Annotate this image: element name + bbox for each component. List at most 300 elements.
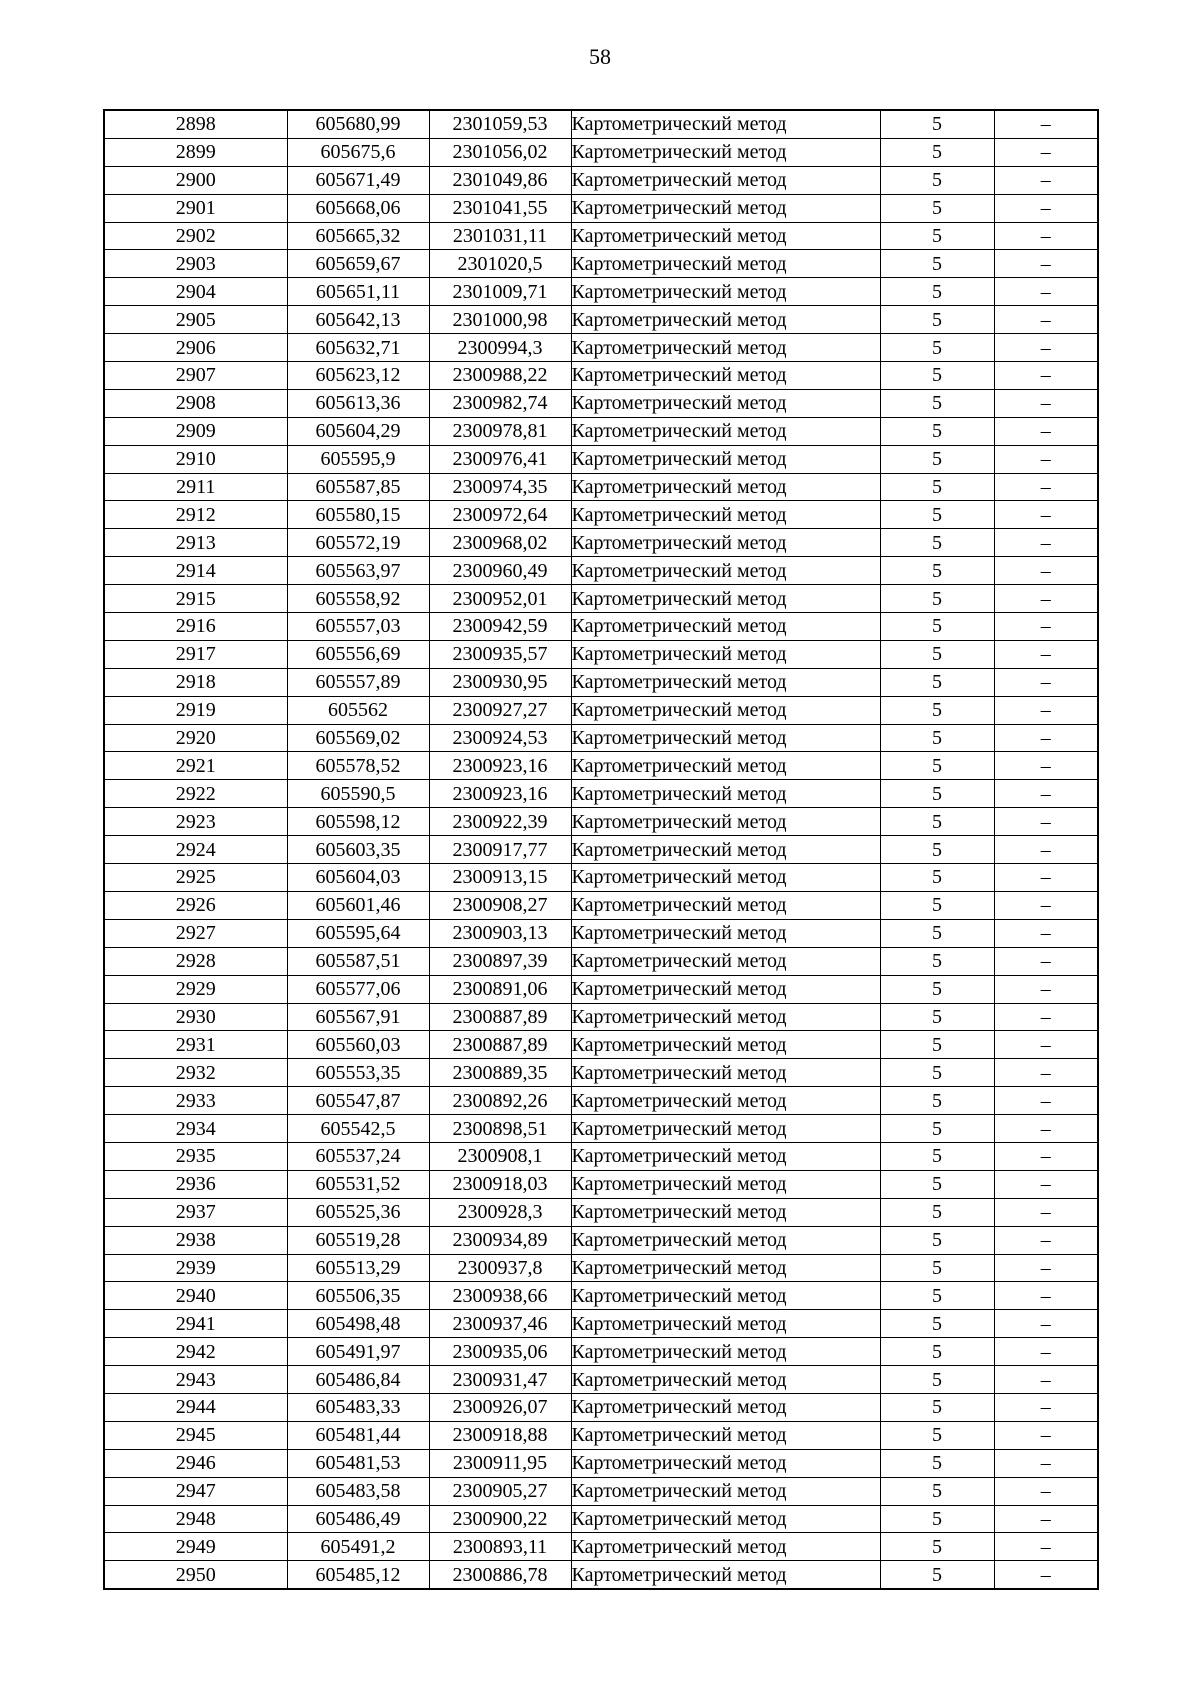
y-coordinate-cell: 2300942,59 [429,613,571,641]
precision-cell: 5 [880,1087,994,1115]
method-cell: Картометрический метод [571,1115,880,1143]
table-row [104,1087,1098,1115]
precision-cell: 5 [880,1310,994,1338]
note-cell: – [994,250,1098,278]
note-cell: – [994,278,1098,306]
method-cell: Картометрический метод [571,1142,880,1170]
point-number-cell: 2937 [104,1198,287,1226]
x-coordinate-cell: 605680,99 [287,110,429,138]
note-cell: – [994,501,1098,529]
note-cell: – [994,306,1098,334]
y-coordinate-cell: 2300934,89 [429,1226,571,1254]
point-number-cell: 2899 [104,138,287,166]
y-coordinate-cell: 2300918,88 [429,1421,571,1449]
table-row [104,529,1098,557]
table-row [104,1170,1098,1198]
precision-cell: 5 [880,640,994,668]
method-cell: Картометрический метод [571,222,880,250]
method-cell: Картометрический метод [571,1031,880,1059]
x-coordinate-cell: 605531,52 [287,1170,429,1198]
y-coordinate-cell: 2300887,89 [429,1031,571,1059]
y-coordinate-cell: 2300923,16 [429,752,571,780]
method-cell: Картометрический метод [571,808,880,836]
precision-cell: 5 [880,613,994,641]
table-row [104,278,1098,306]
note-cell: – [994,138,1098,166]
y-coordinate-cell: 2300913,15 [429,864,571,892]
method-cell: Картометрический метод [571,836,880,864]
precision-cell: 5 [880,278,994,306]
point-number-cell: 2907 [104,362,287,390]
method-cell: Картометрический метод [571,1310,880,1338]
point-number-cell: 2923 [104,808,287,836]
table-row [104,613,1098,641]
precision-cell: 5 [880,1366,994,1394]
point-number-cell: 2930 [104,1003,287,1031]
note-cell: – [994,362,1098,390]
x-coordinate-cell: 605525,36 [287,1198,429,1226]
point-number-cell: 2928 [104,947,287,975]
table-row [104,166,1098,194]
point-number-cell: 2925 [104,864,287,892]
table-row [104,947,1098,975]
precision-cell: 5 [880,1393,994,1421]
point-number-cell: 2922 [104,780,287,808]
method-cell: Картометрический метод [571,752,880,780]
x-coordinate-cell: 605567,91 [287,1003,429,1031]
y-coordinate-cell: 2300960,49 [429,557,571,585]
x-coordinate-cell: 605485,12 [287,1561,429,1589]
y-coordinate-cell: 2300887,89 [429,1003,571,1031]
method-cell: Картометрический метод [571,194,880,222]
x-coordinate-cell: 605486,84 [287,1366,429,1394]
precision-cell: 5 [880,919,994,947]
note-cell: – [994,473,1098,501]
precision-cell: 5 [880,1421,994,1449]
note-cell: – [994,557,1098,585]
x-coordinate-cell: 605595,64 [287,919,429,947]
table-row [104,1282,1098,1310]
precision-cell: 5 [880,529,994,557]
y-coordinate-cell: 2300994,3 [429,334,571,362]
point-number-cell: 2931 [104,1031,287,1059]
y-coordinate-cell: 2300982,74 [429,389,571,417]
y-coordinate-cell: 2300938,66 [429,1282,571,1310]
note-cell: – [994,1338,1098,1366]
precision-cell: 5 [880,585,994,613]
table-row [104,138,1098,166]
x-coordinate-cell: 605578,52 [287,752,429,780]
note-cell: – [994,752,1098,780]
y-coordinate-cell: 2300889,35 [429,1059,571,1087]
note-cell: – [994,808,1098,836]
table-row [104,194,1098,222]
point-number-cell: 2914 [104,557,287,585]
table-row [104,250,1098,278]
table-row [104,1226,1098,1254]
point-number-cell: 2916 [104,613,287,641]
method-cell: Картометрический метод [571,529,880,557]
table-row [104,975,1098,1003]
precision-cell: 5 [880,501,994,529]
method-cell: Картометрический метод [571,417,880,445]
x-coordinate-cell: 605537,24 [287,1142,429,1170]
note-cell: – [994,1533,1098,1561]
point-number-cell: 2929 [104,975,287,1003]
precision-cell: 5 [880,1533,994,1561]
x-coordinate-cell: 605598,12 [287,808,429,836]
precision-cell: 5 [880,1338,994,1366]
precision-cell: 5 [880,891,994,919]
note-cell: – [994,529,1098,557]
x-coordinate-cell: 605665,32 [287,222,429,250]
y-coordinate-cell: 2300937,8 [429,1254,571,1282]
table-row [104,1031,1098,1059]
note-cell: – [994,194,1098,222]
note-cell: – [994,1003,1098,1031]
note-cell: – [994,1561,1098,1589]
y-coordinate-cell: 2300891,06 [429,975,571,1003]
table-row [104,1003,1098,1031]
precision-cell: 5 [880,334,994,362]
precision-cell: 5 [880,194,994,222]
x-coordinate-cell: 605675,6 [287,138,429,166]
method-cell: Картометрический метод [571,557,880,585]
point-number-cell: 2944 [104,1393,287,1421]
y-coordinate-cell: 2300931,47 [429,1366,571,1394]
y-coordinate-cell: 2301031,11 [429,222,571,250]
note-cell: – [994,780,1098,808]
point-number-cell: 2949 [104,1533,287,1561]
y-coordinate-cell: 2300988,22 [429,362,571,390]
point-number-cell: 2918 [104,668,287,696]
y-coordinate-cell: 2300978,81 [429,417,571,445]
precision-cell: 5 [880,696,994,724]
note-cell: – [994,1115,1098,1143]
note-cell: – [994,1254,1098,1282]
method-cell: Картометрический метод [571,1393,880,1421]
x-coordinate-cell: 605604,29 [287,417,429,445]
table-row [104,1393,1098,1421]
table-row [104,640,1098,668]
x-coordinate-cell: 605587,51 [287,947,429,975]
table-row [104,919,1098,947]
point-number-cell: 2932 [104,1059,287,1087]
note-cell: – [994,334,1098,362]
table-row [104,585,1098,613]
x-coordinate-cell: 605483,33 [287,1393,429,1421]
y-coordinate-cell: 2301009,71 [429,278,571,306]
point-number-cell: 2947 [104,1477,287,1505]
point-number-cell: 2946 [104,1449,287,1477]
note-cell: – [994,640,1098,668]
table-row [104,808,1098,836]
table-row [104,1449,1098,1477]
note-cell: – [994,668,1098,696]
precision-cell: 5 [880,417,994,445]
method-cell: Картометрический метод [571,306,880,334]
point-number-cell: 2926 [104,891,287,919]
x-coordinate-cell: 605651,11 [287,278,429,306]
table-row [104,557,1098,585]
point-number-cell: 2933 [104,1087,287,1115]
y-coordinate-cell: 2300923,16 [429,780,571,808]
y-coordinate-cell: 2300898,51 [429,1115,571,1143]
point-number-cell: 2945 [104,1421,287,1449]
precision-cell: 5 [880,1226,994,1254]
y-coordinate-cell: 2300928,3 [429,1198,571,1226]
y-coordinate-cell: 2300897,39 [429,947,571,975]
x-coordinate-cell: 605577,06 [287,975,429,1003]
note-cell: – [994,1198,1098,1226]
precision-cell: 5 [880,389,994,417]
x-coordinate-cell: 605668,06 [287,194,429,222]
y-coordinate-cell: 2300927,27 [429,696,571,724]
x-coordinate-cell: 605671,49 [287,166,429,194]
x-coordinate-cell: 605491,97 [287,1338,429,1366]
table-row [104,334,1098,362]
table-row [104,389,1098,417]
y-coordinate-cell: 2300972,64 [429,501,571,529]
table-row [104,1561,1098,1589]
point-number-cell: 2909 [104,417,287,445]
precision-cell: 5 [880,222,994,250]
y-coordinate-cell: 2300917,77 [429,836,571,864]
point-number-cell: 2942 [104,1338,287,1366]
x-coordinate-cell: 605498,48 [287,1310,429,1338]
x-coordinate-cell: 605601,46 [287,891,429,919]
table-row [104,1477,1098,1505]
point-number-cell: 2903 [104,250,287,278]
y-coordinate-cell: 2300937,46 [429,1310,571,1338]
x-coordinate-cell: 605562 [287,696,429,724]
note-cell: – [994,1366,1098,1394]
method-cell: Картометрический метод [571,1533,880,1561]
precision-cell: 5 [880,1059,994,1087]
y-coordinate-cell: 2301000,98 [429,306,571,334]
point-number-cell: 2912 [104,501,287,529]
y-coordinate-cell: 2300900,22 [429,1505,571,1533]
x-coordinate-cell: 605595,9 [287,445,429,473]
method-cell: Картометрический метод [571,138,880,166]
x-coordinate-cell: 605483,58 [287,1477,429,1505]
y-coordinate-cell: 2300924,53 [429,724,571,752]
note-cell: – [994,864,1098,892]
y-coordinate-cell: 2301059,53 [429,110,571,138]
y-coordinate-cell: 2300886,78 [429,1561,571,1589]
method-cell: Картометрический метод [571,975,880,1003]
note-cell: – [994,1421,1098,1449]
point-number-cell: 2898 [104,110,287,138]
point-number-cell: 2920 [104,724,287,752]
method-cell: Картометрический метод [571,278,880,306]
method-cell: Картометрический метод [571,640,880,668]
table-row [104,1533,1098,1561]
y-coordinate-cell: 2300892,26 [429,1087,571,1115]
precision-cell: 5 [880,557,994,585]
method-cell: Картометрический метод [571,724,880,752]
precision-cell: 5 [880,1561,994,1589]
point-number-cell: 2934 [104,1115,287,1143]
x-coordinate-cell: 605513,29 [287,1254,429,1282]
method-cell: Картометрический метод [571,891,880,919]
precision-cell: 5 [880,1003,994,1031]
table-row [104,362,1098,390]
note-cell: – [994,1142,1098,1170]
x-coordinate-cell: 605557,03 [287,613,429,641]
x-coordinate-cell: 605569,02 [287,724,429,752]
y-coordinate-cell: 2300893,11 [429,1533,571,1561]
note-cell: – [994,445,1098,473]
precision-cell: 5 [880,864,994,892]
precision-cell: 5 [880,445,994,473]
x-coordinate-cell: 605486,49 [287,1505,429,1533]
precision-cell: 5 [880,752,994,780]
point-number-cell: 2905 [104,306,287,334]
y-coordinate-cell: 2301056,02 [429,138,571,166]
point-number-cell: 2950 [104,1561,287,1589]
table-row [104,1142,1098,1170]
precision-cell: 5 [880,808,994,836]
page-number: 58 [589,44,611,69]
precision-cell: 5 [880,473,994,501]
table-row [104,445,1098,473]
method-cell: Картометрический метод [571,501,880,529]
note-cell: – [994,696,1098,724]
y-coordinate-cell: 2300922,39 [429,808,571,836]
method-cell: Картометрический метод [571,445,880,473]
y-coordinate-cell: 2300903,13 [429,919,571,947]
note-cell: – [994,1087,1098,1115]
x-coordinate-cell: 605558,92 [287,585,429,613]
method-cell: Картометрический метод [571,1170,880,1198]
y-coordinate-cell: 2300905,27 [429,1477,571,1505]
table-row [104,891,1098,919]
note-cell: – [994,1059,1098,1087]
precision-cell: 5 [880,1282,994,1310]
table-row [104,864,1098,892]
method-cell: Картометрический метод [571,362,880,390]
table-row [104,1198,1098,1226]
note-cell: – [994,1449,1098,1477]
precision-cell: 5 [880,362,994,390]
method-cell: Картометрический метод [571,1477,880,1505]
precision-cell: 5 [880,1477,994,1505]
table-row [104,780,1098,808]
x-coordinate-cell: 605557,89 [287,668,429,696]
coordinates-table [103,109,1099,1590]
method-cell: Картометрический метод [571,1226,880,1254]
note-cell: – [994,947,1098,975]
note-cell: – [994,836,1098,864]
method-cell: Картометрический метод [571,1366,880,1394]
point-number-cell: 2906 [104,334,287,362]
method-cell: Картометрический метод [571,613,880,641]
y-coordinate-cell: 2300918,03 [429,1170,571,1198]
precision-cell: 5 [880,1254,994,1282]
note-cell: – [994,417,1098,445]
note-cell: – [994,975,1098,1003]
x-coordinate-cell: 605623,12 [287,362,429,390]
note-cell: – [994,1031,1098,1059]
method-cell: Картометрический метод [571,1505,880,1533]
note-cell: – [994,1310,1098,1338]
x-coordinate-cell: 605613,36 [287,389,429,417]
table-row [104,1115,1098,1143]
y-coordinate-cell: 2300974,35 [429,473,571,501]
method-cell: Картометрический метод [571,334,880,362]
method-cell: Картометрический метод [571,473,880,501]
table-row [104,222,1098,250]
precision-cell: 5 [880,250,994,278]
table-row [104,668,1098,696]
note-cell: – [994,1477,1098,1505]
precision-cell: 5 [880,306,994,334]
table-row [104,1254,1098,1282]
x-coordinate-cell: 605632,71 [287,334,429,362]
note-cell: – [994,1505,1098,1533]
precision-cell: 5 [880,166,994,194]
y-coordinate-cell: 2301020,5 [429,250,571,278]
x-coordinate-cell: 605553,35 [287,1059,429,1087]
note-cell: – [994,1393,1098,1421]
point-number-cell: 2919 [104,696,287,724]
point-number-cell: 2900 [104,166,287,194]
table-row [104,724,1098,752]
x-coordinate-cell: 605563,97 [287,557,429,585]
method-cell: Картометрический метод [571,780,880,808]
method-cell: Картометрический метод [571,166,880,194]
precision-cell: 5 [880,110,994,138]
x-coordinate-cell: 605556,69 [287,640,429,668]
point-number-cell: 2943 [104,1366,287,1394]
note-cell: – [994,585,1098,613]
point-number-cell: 2924 [104,836,287,864]
note-cell: – [994,1170,1098,1198]
x-coordinate-cell: 605603,35 [287,836,429,864]
point-number-cell: 2902 [104,222,287,250]
point-number-cell: 2915 [104,585,287,613]
precision-cell: 5 [880,1449,994,1477]
precision-cell: 5 [880,975,994,1003]
note-cell: – [994,1282,1098,1310]
method-cell: Картометрический метод [571,919,880,947]
y-coordinate-cell: 2300930,95 [429,668,571,696]
x-coordinate-cell: 605587,85 [287,473,429,501]
table-row [104,306,1098,334]
x-coordinate-cell: 605590,5 [287,780,429,808]
precision-cell: 5 [880,780,994,808]
x-coordinate-cell: 605572,19 [287,529,429,557]
method-cell: Картометрический метод [571,1561,880,1589]
method-cell: Картометрический метод [571,1421,880,1449]
table-row [104,417,1098,445]
point-number-cell: 2917 [104,640,287,668]
method-cell: Картометрический метод [571,585,880,613]
point-number-cell: 2938 [104,1226,287,1254]
y-coordinate-cell: 2300935,06 [429,1338,571,1366]
method-cell: Картометрический метод [571,389,880,417]
point-number-cell: 2927 [104,919,287,947]
precision-cell: 5 [880,1505,994,1533]
point-number-cell: 2935 [104,1142,287,1170]
x-coordinate-cell: 605491,2 [287,1533,429,1561]
method-cell: Картометрический метод [571,668,880,696]
precision-cell: 5 [880,1198,994,1226]
precision-cell: 5 [880,1170,994,1198]
method-cell: Картометрический метод [571,1003,880,1031]
y-coordinate-cell: 2300968,02 [429,529,571,557]
